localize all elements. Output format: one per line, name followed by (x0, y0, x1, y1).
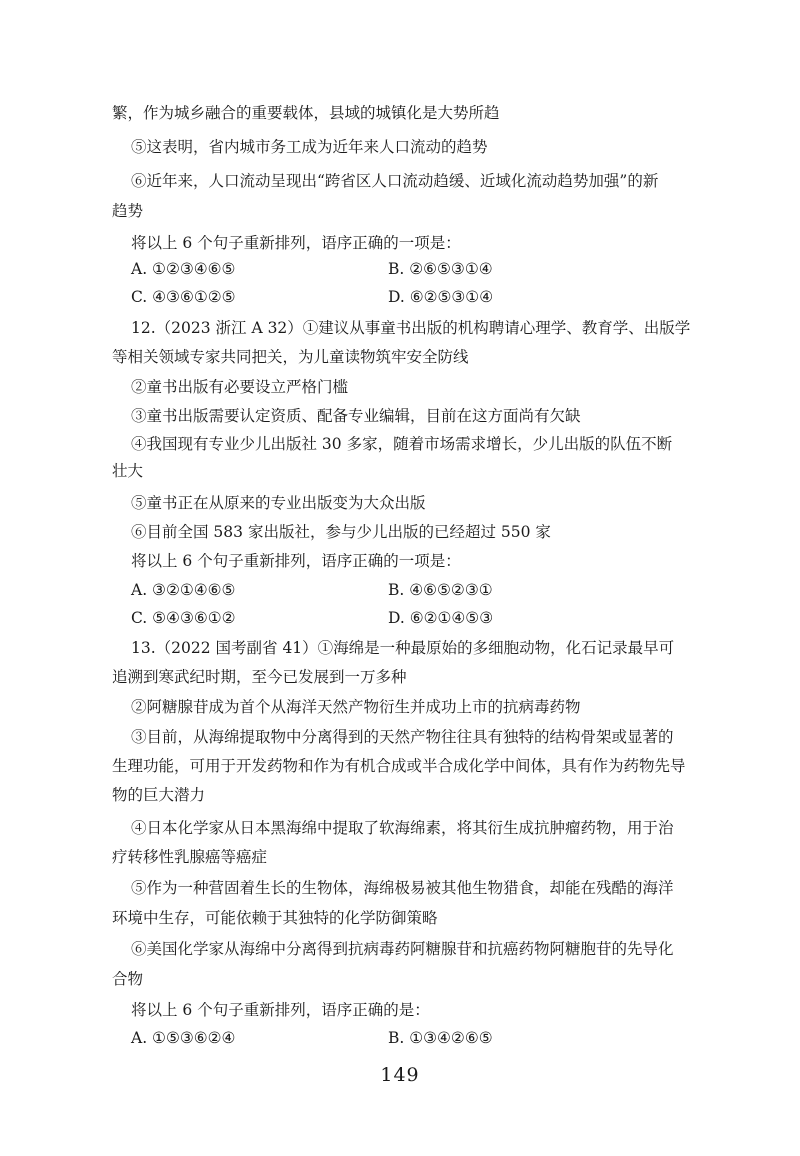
text-line: 疗转移性乳腺癌等癌症 (112, 848, 268, 866)
option-a: A. ①⑤③⑥②④ (131, 1029, 236, 1047)
option-c: C. ④③⑥①②⑤ (131, 288, 236, 306)
text-line: ④我国现有专业少儿出版社 30 多家，随着市场需求增长，少儿出版的队伍不断 (131, 435, 673, 453)
text-line: ③目前，从海绵提取物中分离得到的天然产物往往具有独特的结构骨架或显著的 (131, 728, 674, 746)
text-line: ⑥目前全国 583 家出版社，参与少儿出版的已经超过 550 家 (131, 523, 551, 541)
text-line: ⑥近年来，人口流动呈现出“跨省区人口流动趋缓、近域化流动趋势加强”的新 (131, 172, 659, 190)
option-c: C. ⑤④③⑥①② (131, 609, 236, 627)
option-row (131, 259, 691, 279)
text-line: 壮大 (112, 462, 144, 480)
option-d: D. ⑥②⑤③①④ (388, 288, 494, 306)
option-b: B. ①③④②⑥⑤ (388, 1029, 493, 1047)
page-number: 149 (380, 1064, 420, 1086)
text-line: ②童书出版有必要设立严格门槛 (131, 378, 349, 396)
text-line: 追溯到寒武纪时期，至今已发展到一万多种 (112, 668, 407, 686)
question-prompt: 将以上 6 个句子重新排列，语序正确的是： (131, 1001, 430, 1019)
text-line: 合物 (112, 970, 144, 988)
text-line: ②阿糖腺苷成为首个从海洋天然产物衍生并成功上市的抗病毒药物 (131, 698, 581, 716)
question-prompt: 将以上 6 个句子重新排列，语序正确的一项是： (131, 552, 461, 570)
option-row (131, 1028, 691, 1048)
text-line: 物的巨大潜力 (112, 786, 206, 804)
question-heading: 12.（2023 浙江 A 32）①建议从事童书出版的机构聘请心理学、教育学、出版学 (131, 319, 691, 337)
question-heading: 13.（2022 国考副省 41）①海绵是一种最原始的多细胞动物，化石记录最早可 (131, 639, 675, 657)
option-b: B. ②⑥⑤③①④ (388, 260, 493, 278)
text-line: 等相关领域专家共同把关，为儿童读物筑牢安全防线 (112, 348, 469, 366)
text-line: ⑤这表明，省内城市务工成为近年来人口流动的趋势 (131, 138, 488, 156)
option-a: A. ③②①④⑥⑤ (131, 581, 236, 599)
text-line: ③童书出版需要认定资质、配备专业编辑，目前在这方面尚有欠缺 (131, 407, 581, 425)
option-row (131, 287, 691, 307)
text-line: ⑥美国化学家从海绵中分离得到抗病毒药阿糖腺苷和抗癌药物阿糖胞苷的先导化 (131, 940, 674, 958)
option-a: A. ①②③④⑥⑤ (131, 260, 236, 278)
option-d: D. ⑥②①④⑤③ (388, 609, 494, 627)
text-line: 繁，作为城乡融合的重要载体，县域的城镇化是大势所趋 (112, 104, 500, 122)
question-prompt: 将以上 6 个句子重新排列，语序正确的一项是： (131, 234, 461, 252)
option-b: B. ④⑥⑤②③① (388, 581, 493, 599)
text-line: 生理功能，可用于开发药物和作为有机合成或半合成化学中间体，具有作为药物先导 (112, 757, 686, 775)
text-line: ④日本化学家从日本黑海绵中提取了软海绵素，将其衍生成抗肿瘤药物，用于治 (131, 819, 674, 837)
option-row (131, 580, 691, 600)
text-line: ⑤作为一种营固着生长的生物体，海绵极易被其他生物猎食，却能在残酷的海洋 (131, 879, 674, 897)
text-line: 环境中生存，可能依赖于其独特的化学防御策略 (112, 909, 438, 927)
text-line: ⑤童书正在从原来的专业出版变为大众出版 (131, 494, 426, 512)
option-row (131, 608, 691, 628)
text-line: 趋势 (112, 202, 144, 220)
